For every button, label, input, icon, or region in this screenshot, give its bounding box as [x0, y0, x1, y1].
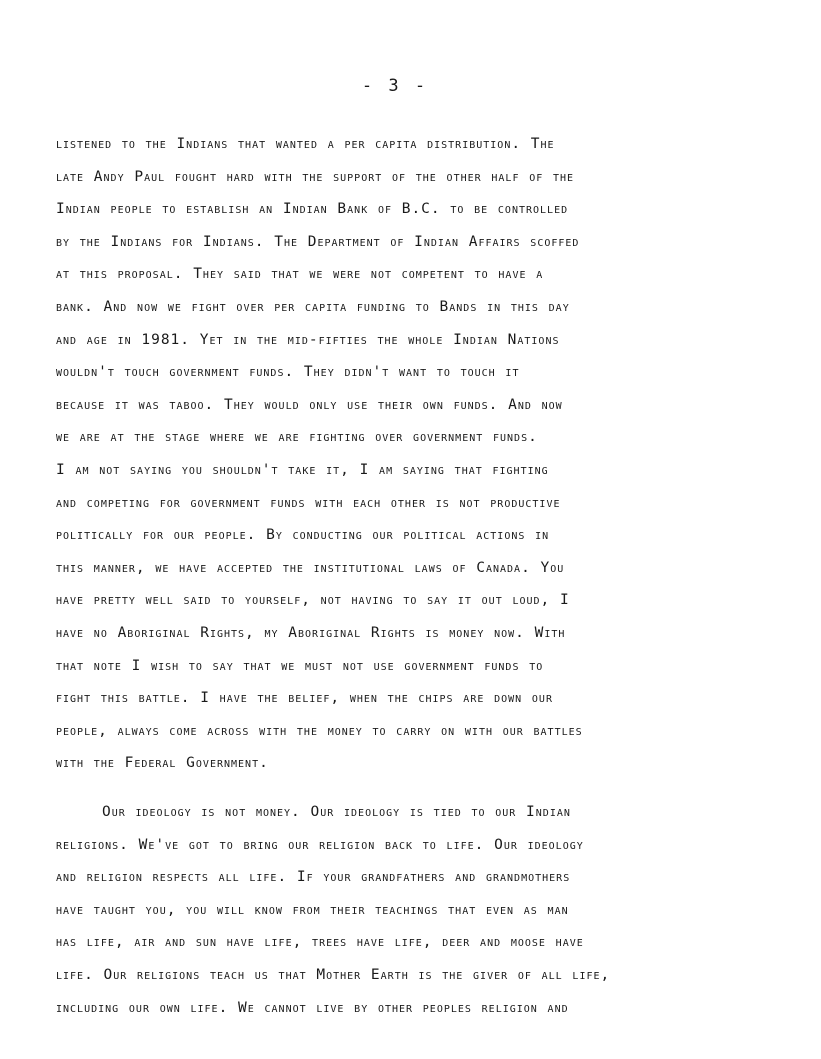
text-line: including our own life. We cannot live by other peoples religion and: [56, 999, 569, 1016]
text-line: politically for our people. By conducting our political actions in: [56, 527, 550, 544]
text-line: with the Federal Government.: [56, 755, 269, 772]
text-line: life. Our religions teach us that Mother Earth is the giver of all life,: [56, 966, 611, 983]
paragraph-1: [56, 128, 583, 780]
text-line: I am not saying you shouldn't take it, I am saying that fighting: [56, 461, 549, 478]
text-line: has life, air and sun have life, trees have life, deer and moose have: [56, 934, 584, 951]
text-line: this manner, we have accepted the institutional laws of Canada. You: [56, 559, 565, 576]
text-line: because it was taboo. They would only use their own funds. And now: [56, 396, 563, 413]
text-line: have no Aboriginal Rights, my Aboriginal Rights is money now. With: [56, 624, 566, 641]
text-line: have taught you, you will know from their teachings that even as man: [56, 901, 569, 918]
text-line: by the Indians for Indians. The Department of Indian Affairs scoffed: [56, 233, 580, 250]
text-line: people, always come across with the money to carry on with our battles: [56, 722, 583, 739]
text-line: Indian people to establish an Indian Bank of B.C. to be controlled: [56, 201, 569, 218]
text-line: have pretty well said to yourself, not having to say it out loud, I: [56, 592, 570, 609]
text-line: at this proposal. They said that we were not competent to have a: [56, 266, 544, 283]
text-line: Our ideology is not money. Our ideology is tied to our Indian: [102, 804, 571, 820]
text-line: religions. We've got to bring our religion back to life. Our ideology: [56, 836, 584, 853]
text-line: listened to the Indians that wanted a per capita distribution. The: [56, 136, 555, 152]
text-line: we are at the stage where we are fighting over government funds.: [56, 429, 538, 446]
page-number: - 3 -: [361, 76, 429, 96]
text-line: late Andy Paul fought hard with the support of the other half of the: [56, 168, 575, 185]
text-line: that note I wish to say that we must not use government funds to: [56, 657, 544, 674]
text-line: and religion respects all life. If your grandfathers and grandmothers: [56, 869, 571, 886]
text-line: bank. And now we fight over per capita funding to Bands in this day: [56, 298, 570, 315]
text-line: and age in 1981. Yet in the mid-fifties the whole Indian Nations: [56, 331, 560, 348]
text-line: wouldn't touch government funds. They didn't want to touch it: [56, 364, 520, 381]
text-line: and competing for government funds with each other is not productive: [56, 494, 561, 511]
text-line: fight this battle. I have the belief, when the chips are down our: [56, 690, 553, 707]
paragraph-2: [56, 796, 610, 1024]
